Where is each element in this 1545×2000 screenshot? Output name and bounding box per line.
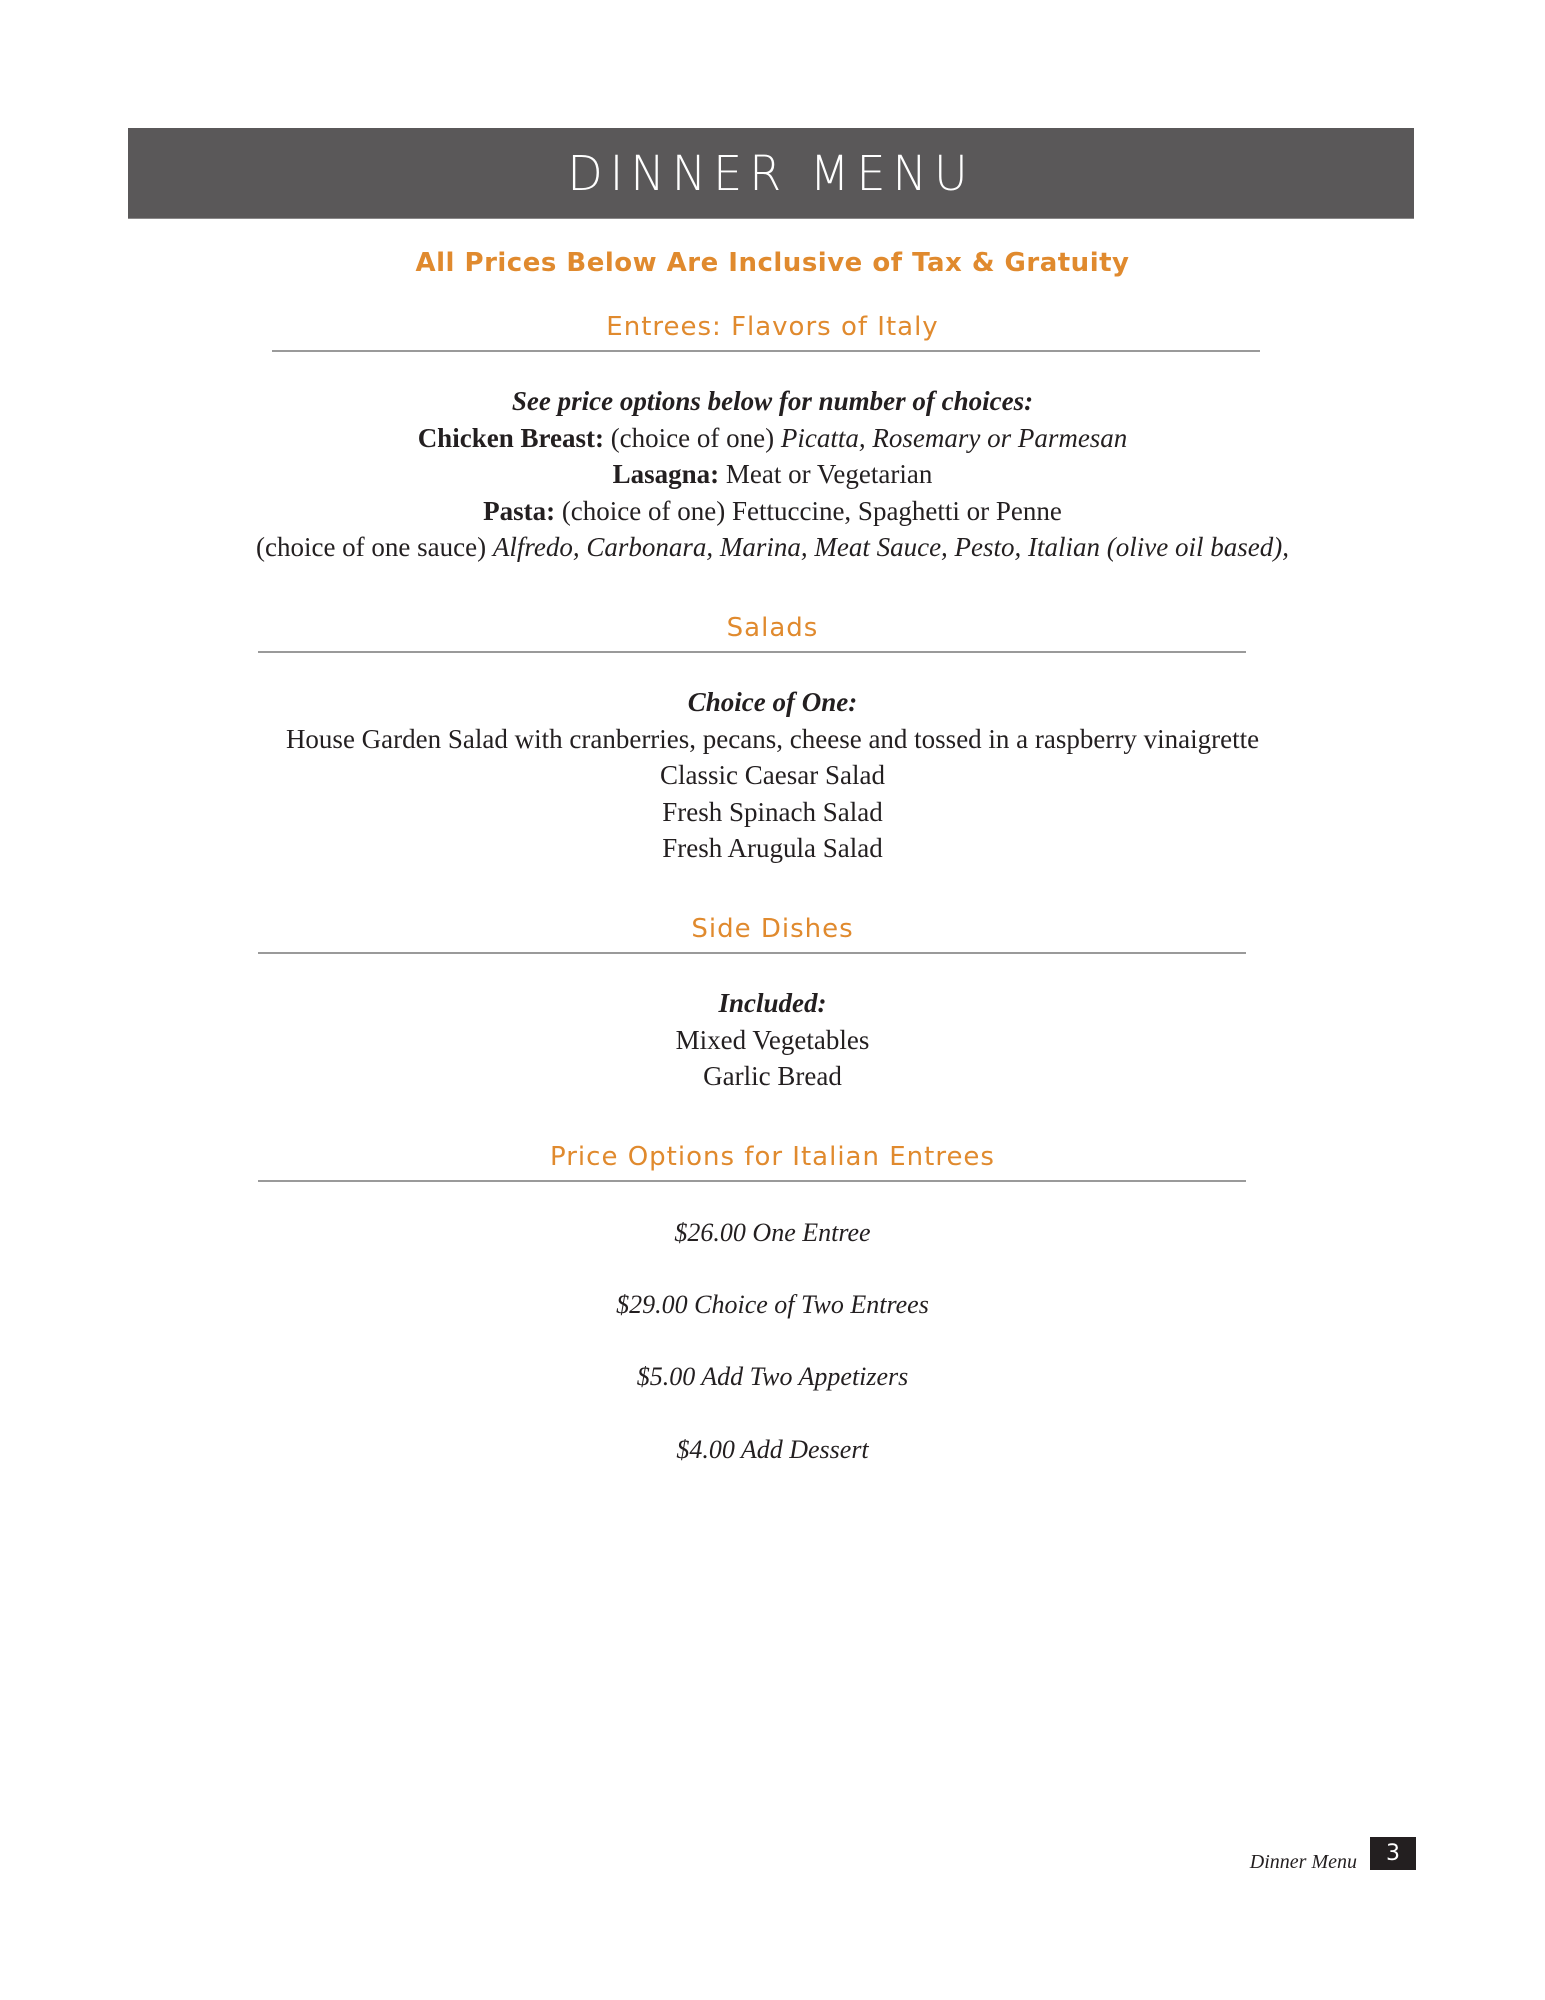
section-divider xyxy=(272,350,1260,352)
page-number: 3 xyxy=(1370,1837,1416,1870)
price-option: $5.00 Add Two Appetizers xyxy=(636,1362,909,1391)
footer-label: Dinner Menu xyxy=(1249,1851,1357,1873)
list-item: Fresh Arugula Salad xyxy=(662,833,883,863)
list-item: Garlic Bread xyxy=(703,1061,842,1091)
entrees-block xyxy=(0,383,1545,566)
entree-label: Chicken Breast: xyxy=(417,422,604,453)
entree-pasta xyxy=(0,493,1545,530)
entrees-intro: See price options below for number of choices: xyxy=(511,386,1034,416)
section-divider xyxy=(258,1180,1246,1182)
sides-intro: Included: xyxy=(718,988,827,1018)
section-divider xyxy=(258,651,1246,653)
list-item: House Garden Salad with cranberries, pecans, cheese and tossed in a raspberry vinaigrette xyxy=(285,723,1260,754)
title-banner xyxy=(128,128,1414,219)
list-item: Classic Caesar Salad xyxy=(660,760,885,790)
price-option: $26.00 One Entree xyxy=(674,1218,871,1247)
tagline: All Prices Below Are Inclusive of Tax & Gratuity xyxy=(415,248,1130,278)
entree-label: Pasta: xyxy=(483,495,556,526)
sides-block xyxy=(0,985,1545,1095)
entree-note: (choice of one) xyxy=(603,422,781,453)
entree-label: Lasagna: xyxy=(612,459,720,489)
entree-note: (choice of one sauce) xyxy=(255,532,493,562)
salads-intro: Choice of One: xyxy=(687,687,858,717)
list-item: Mixed Vegetables xyxy=(675,1024,870,1055)
price-option: $29.00 Choice of Two Entrees xyxy=(616,1290,929,1319)
list-item: Fresh Spinach Salad xyxy=(662,796,883,827)
section-heading-sides: Side Dishes xyxy=(691,914,854,944)
page-title: DINNER MENU xyxy=(567,144,975,202)
section-heading-prices: Price Options for Italian Entrees xyxy=(550,1142,995,1172)
section-divider xyxy=(258,952,1246,954)
section-heading-entrees: Entrees: Flavors of Italy xyxy=(606,312,939,342)
entree-lasagna xyxy=(0,456,1545,493)
entree-chicken xyxy=(0,420,1545,457)
section-heading-salads: Salads xyxy=(726,613,819,643)
entree-options: Meat or Vegetarian xyxy=(719,459,933,489)
entree-options: (choice of one) Fettuccine, Spaghetti or Penne xyxy=(555,495,1062,526)
entree-options: Picatta, Rosemary or Parmesan xyxy=(780,422,1128,453)
entree-sauce xyxy=(0,529,1545,566)
price-option: $4.00 Add Dessert xyxy=(676,1435,869,1464)
salads-block xyxy=(0,684,1545,867)
entree-options: Alfredo, Carbonara, Marina, Meat Sauce, Pesto, Italian (olive oil based), xyxy=(492,532,1289,562)
